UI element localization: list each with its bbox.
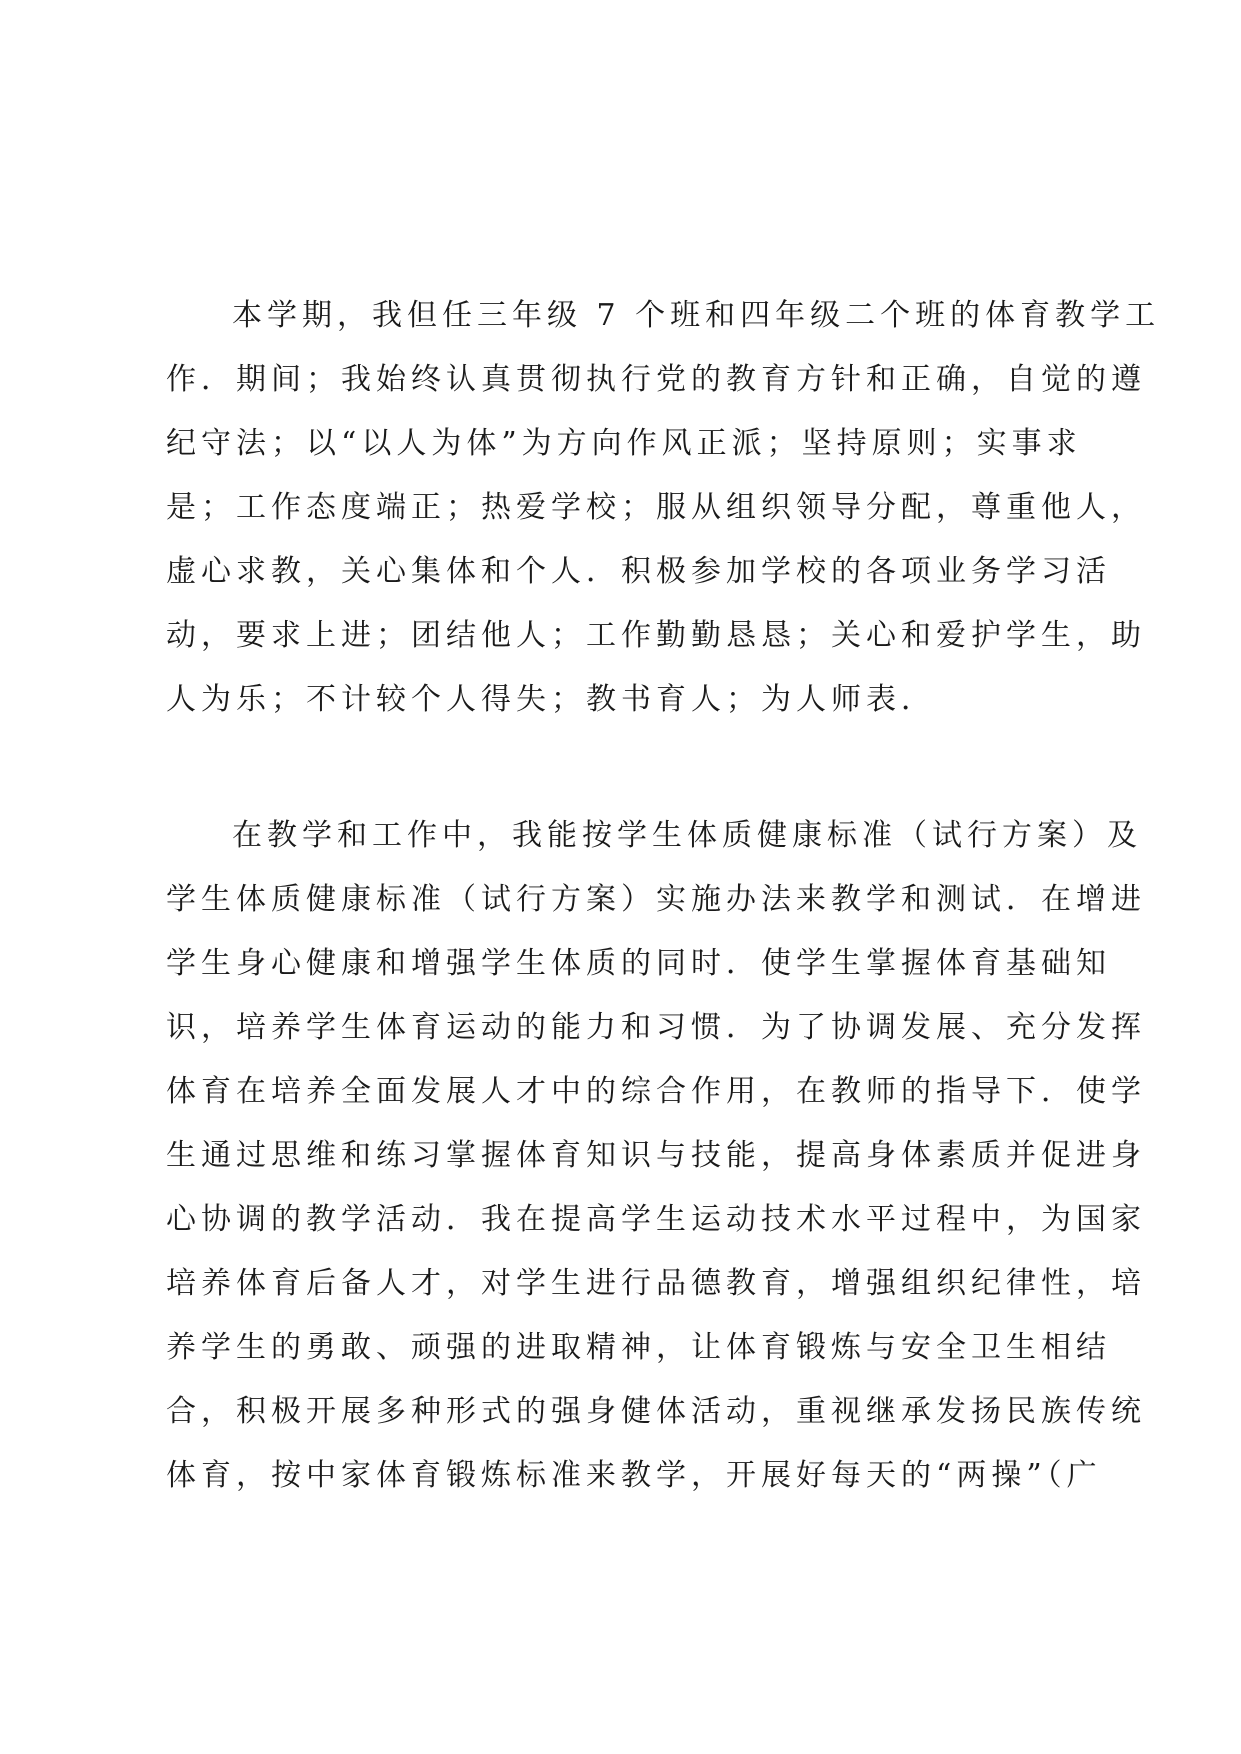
paragraph-line: 是；工作态度端正；热爱学校；服从组织领导分配，尊重他人， (166, 490, 1146, 525)
paragraph-line: 培养体育后备人才，对学生进行品德教育，增强组织纪律性，培 (166, 1266, 1146, 1301)
paragraph-line: 虚心求教，关心集体和个人．积极参加学校的各项业务学习活 (166, 554, 1111, 589)
paragraph-line: 心协调的教学活动．我在提高学生运动技术水平过程中，为国家 (166, 1202, 1146, 1237)
paragraph-line: 识，培养学生体育运动的能力和习惯．为了协调发展、充分发挥 (166, 1010, 1146, 1045)
paragraph-line: 学生身心健康和增强学生体质的同时．使学生掌握体育基础知 (166, 946, 1111, 981)
paragraph-1 (166, 284, 1161, 732)
paragraph-line: 人为乐；不计较个人得失；教书育人；为人师表． (166, 682, 936, 717)
paragraph-line: 养学生的勇敢、顽强的进取精神，让体育锻炼与安全卫生相结 (166, 1330, 1111, 1365)
paragraph-line: 体育，按中家体育锻炼标准来教学，开展好每天的“两操”（广 (166, 1458, 1102, 1493)
paragraph-line: 生通过思维和练习掌握体育知识与技能，提高身体素质并促进身 (166, 1138, 1146, 1173)
paragraph-line: 体育在培养全面发展人才中的综合作用，在教师的指导下．使学 (166, 1074, 1146, 1109)
paragraph-line: 纪守法；以“以人为体”为方向作风正派；坚持原则；实事求 (166, 426, 1082, 461)
paragraph-2 (166, 804, 1146, 1508)
paragraph-line: 动，要求上进；团结他人；工作勤勤恳恳；关心和爱护学生，助 (166, 618, 1146, 653)
paragraph-line: 合，积极开展多种形式的强身健体活动，重视继承发扬民族传统 (166, 1394, 1146, 1429)
paragraph-line: 在教学和工作中，我能按学生体质健康标准（试行方案）及 (232, 818, 1142, 853)
paragraph-line: 本学期，我但任三年级 7 个班和四年级二个班的体育教学工 (232, 298, 1161, 333)
paragraph-line: 学生体质健康标准（试行方案）实施办法来教学和测试．在增进 (166, 882, 1146, 917)
paragraph-line: 作．期间；我始终认真贯彻执行党的教育方针和正确，自觉的遵 (166, 362, 1146, 397)
